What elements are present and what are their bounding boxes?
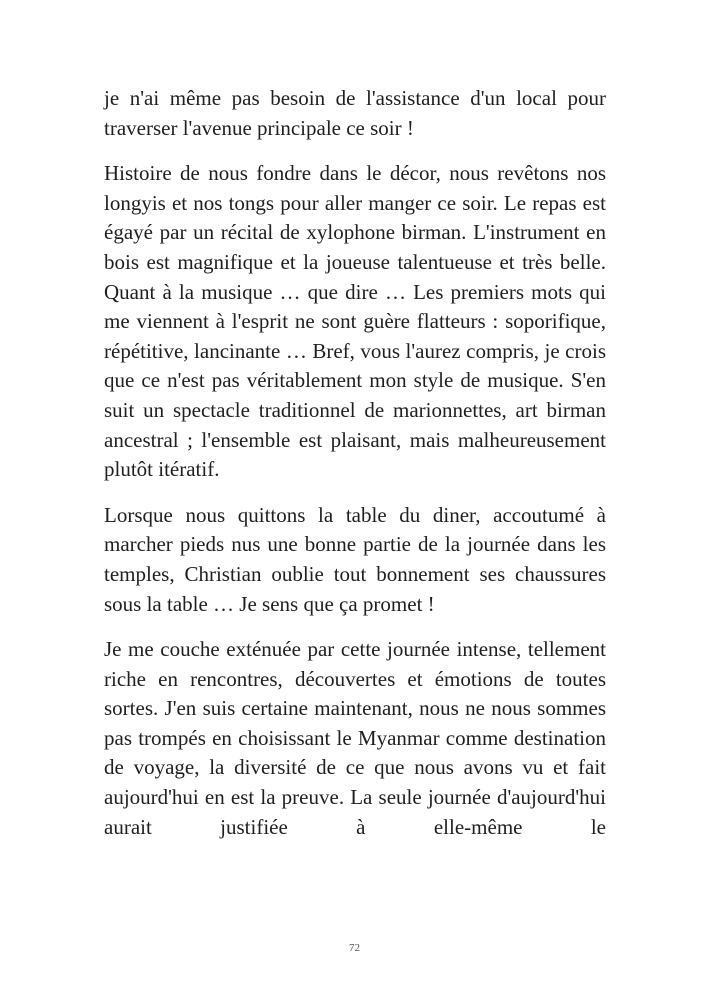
paragraph-2: Histoire de nous fondre dans le décor, nous revêtons nos longyis et nos tongs pour aller manger ce soir. Le repas est égayé par un récital de xylophone birman. L'instrument en bois est magnifique et la joueuse talentueuse et très belle. Quant à la musique … que dire … Les premiers mots qui me viennent à l'esprit ne sont guère flatteurs : soporifique, répétitive, lancinante … Bref, vous l'aurez compris, je crois que ce n'est pas véritablement mon style de musique. S'en suit un spectacle traditionnel de marionnettes, art birman ancestral ; l'ensemble est plaisant, mais malheureusement plutôt itératif.: [104, 161, 606, 482]
paragraph-3: Lorsque nous quittons la table du diner, accoutumé à marcher pieds nus une bonne partie de la journée dans les temples, Christian oublie tout bonnement ses chaussures sous la table … Je sens que ça promet !: [104, 502, 606, 616]
paragraph-4: Je me couche exténuée par cette journée intense, tellement riche en rencontres, découvertes et émotions de toutes sortes. J'en suis certaine maintenant, nous ne nous sommes pas trompés en choisissant le Myanmar comme destination de voyage, la diversité de ce que nous avons vu et fait aujourd'hui en est la preuve. La seule journée d'aujourd'hui aurait justifiée à elle-même le: [104, 637, 606, 839]
page-number: 72: [349, 942, 360, 954]
paragraph-1: je n'ai même pas besoin de l'assistance d'un local pour traverser l'avenue principale ce soir !: [104, 86, 606, 140]
body-text: [104, 84, 606, 842]
